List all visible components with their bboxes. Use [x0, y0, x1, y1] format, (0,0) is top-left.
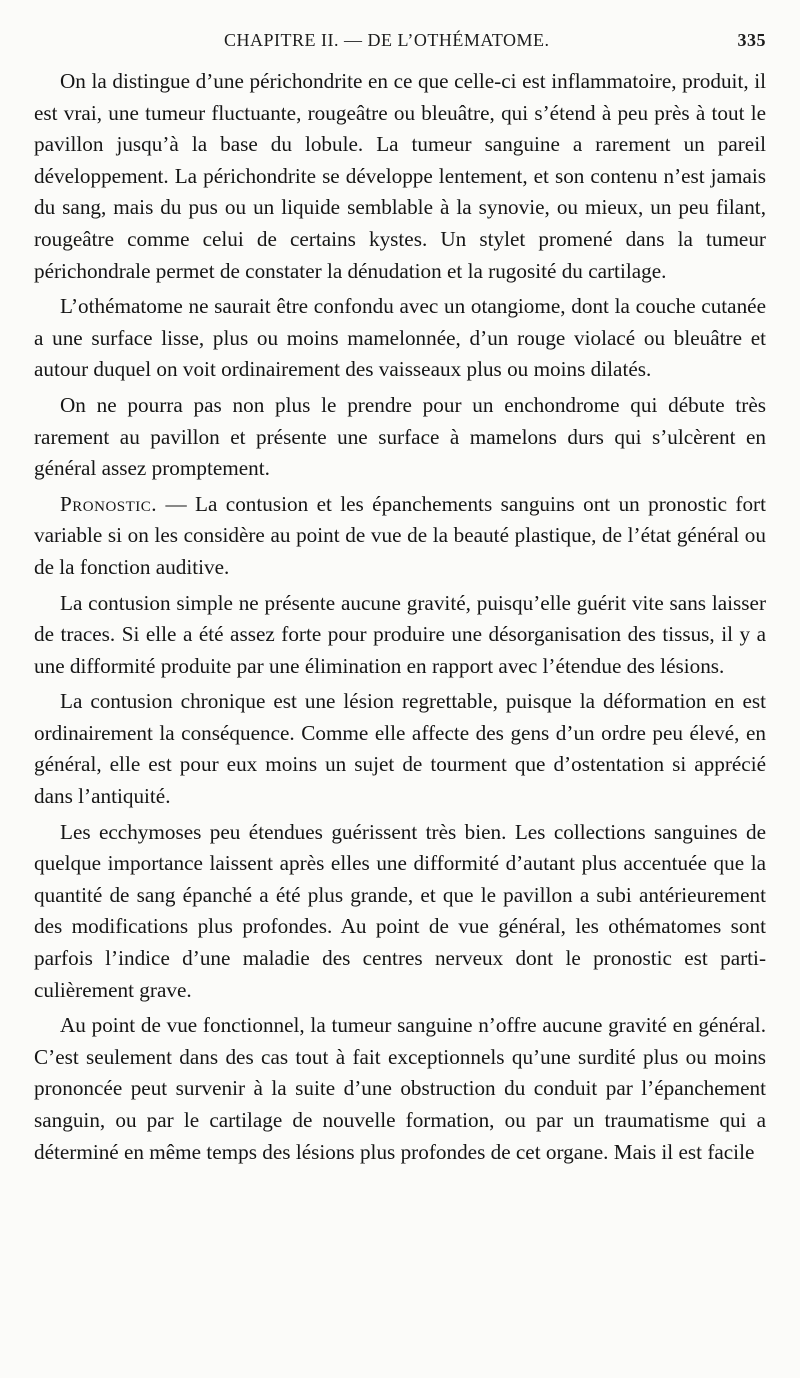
section-heading-pronostic: Pronostic.: [60, 491, 158, 516]
page-number: 335: [737, 30, 766, 50]
paragraph-pronostic-text: — La contusion et les épanchements sanguins ont un pronostic fort variable si on les considère au point de vue de la beauté plastique, de l’état général ou de la fonction auditive.: [34, 491, 766, 579]
paragraph-ecchymoses: Les ecchymoses peu étendues guérissent très bien. Les collections sanguines de quelque importance laissent après elles une difformité d’autant plus accentuée que la quantité de sang épanché a été plus grande, et que le pavillon a subi antérieurement des modifications plus profondes. Au point de vue général, les othématomes sont parfois l’indice d’une maladie des centres nerveux dont le pronostic est particulièrement grave.: [34, 819, 766, 1002]
paragraph-enchondrome: On ne pourra pas non plus le prendre pour un enchondrome qui débute très rarement au pavillon et présente une surface à mamelons durs qui s’ulcèrent en général assez promptement.: [34, 392, 766, 481]
paragraph-pronostic: [34, 489, 766, 584]
paragraph-otangiome: L’othématome ne saurait être confondu avec un otangiome, dont la couche cutanée a une surface lisse, plus ou moins mamelonnée, d’un rouge violacé ou bleuâtre et autour duquel on voit ordinairement des vaisseaux plus ou moins dilatés.: [34, 294, 766, 382]
paragraph-point-de-vue-fonctionnel: Au point de vue fonctionnel, la tumeur sanguine n’offre aucune gravité en général. C’est seulement dans des cas tout à fait exceptionnels qu’une surdité plus ou moins prononcée peut survenir à la suite d’une obstruction du conduit par l’épanchement sanguin, ou par le cartilage de nouvelle formation, ou par un traumatisme qui a déterminé en même temps des lésions plus profondes de cet organe. Mais il est facile: [34, 1013, 766, 1164]
running-head: [34, 30, 766, 60]
body-text: [34, 66, 766, 1172]
paragraph-contusion-simple: La contusion simple ne présente aucune gravité, puisqu’elle guérit vite sans laisser de traces. Si elle a été assez forte pour produire une désorganisation des tissus, il y a une difformité produite par une élimination en rapport avec l’étendue des lésions.: [34, 590, 766, 678]
paragraph-perichondrite: On la distingue d’une périchondrite en ce que celle-ci est inflammatoire, produit, il est vrai, une tumeur fluctuante, rougeâtre ou bleuâtre, qui s’étend à peu près à tout le pavillon jusqu’à la base du lobule. La tumeur sanguine a rarement un pareil développement. La périchondrite se développe lentement, et son contenu n’est jamais du sang, mais du pus ou un liquide semblable à la synovie, ou mieux, un peu filant, rougeâtre comme celui de certains kystes. Un stylet promené dans la tumeur périchondrale permet de constater la dénudation et la rugosité du cartilage.: [34, 69, 766, 283]
paragraph-contusion-chronique: La contusion chronique est une lésion regrettable, puisque la déformation en est ordinairement la conséquence. Comme elle affecte des gens d’un ordre peu élevé, en général, elle est pour eux moins un sujet de tourment que d’ostentation si apprécié dans l’antiquité.: [34, 689, 766, 809]
chapter-title: CHAPITRE II. — DE L’OTHÉMATOME.: [224, 30, 550, 50]
